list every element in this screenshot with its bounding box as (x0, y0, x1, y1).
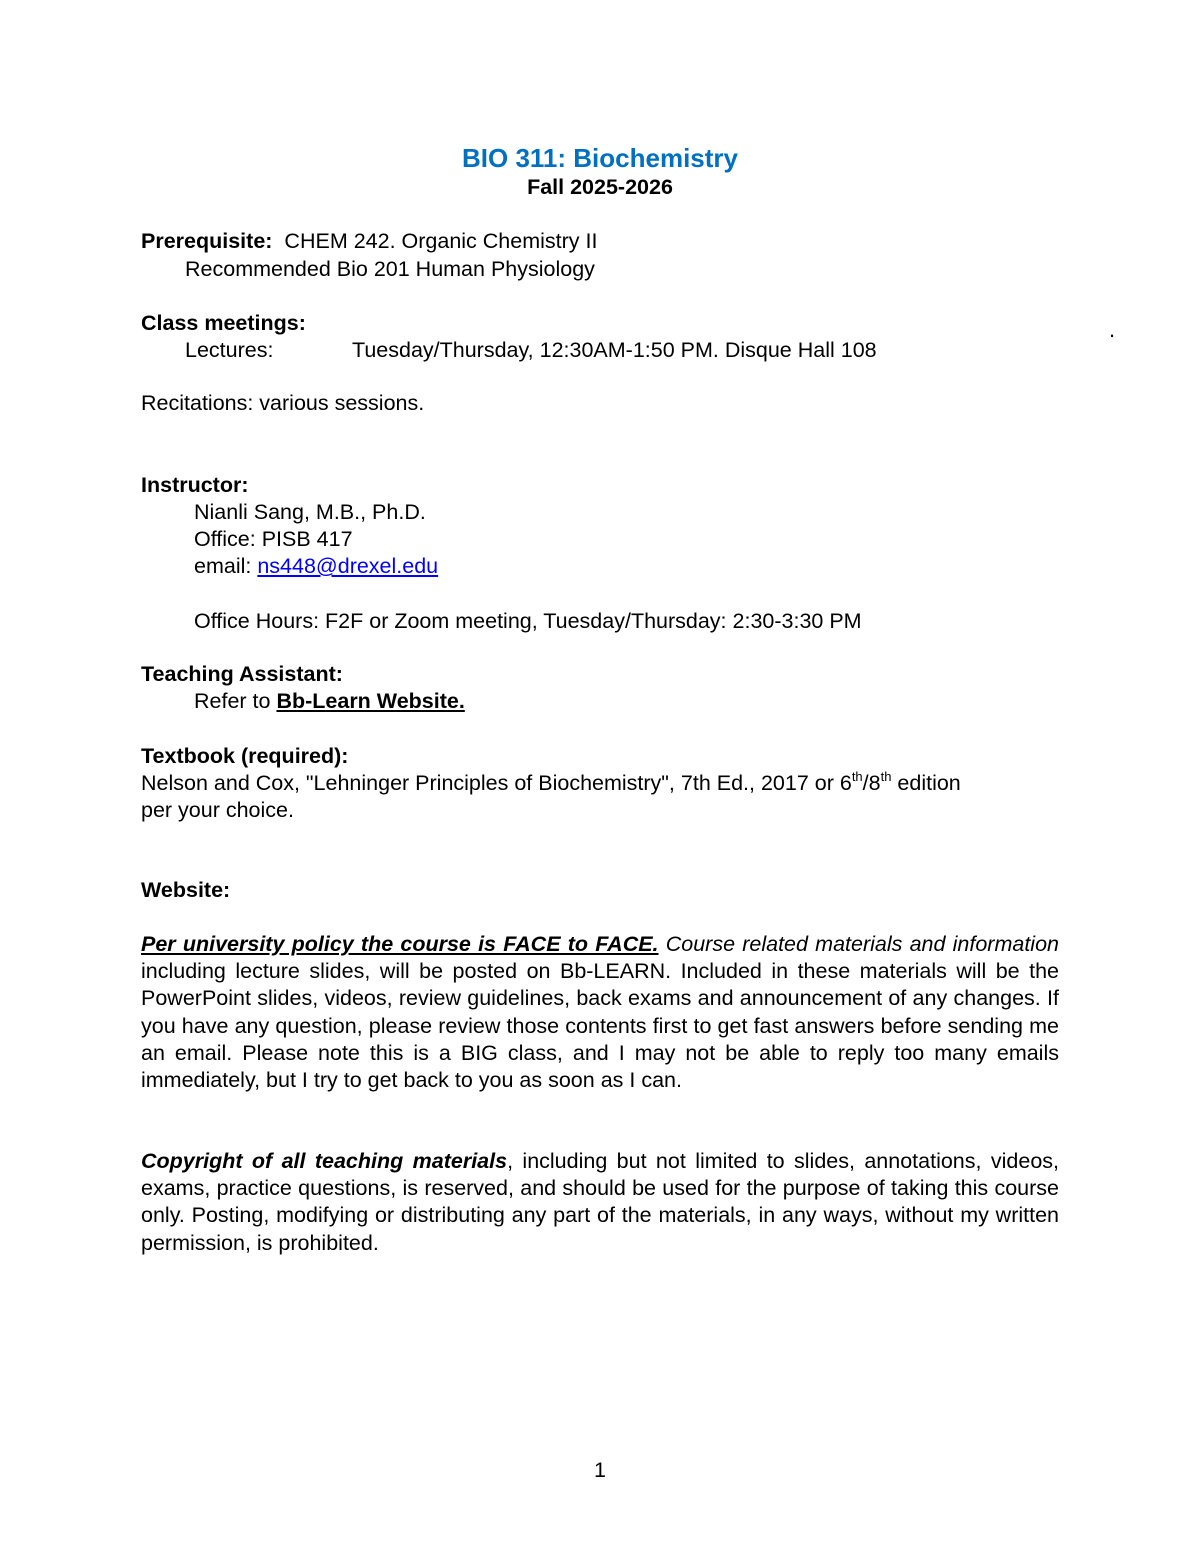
textbook-sup-th-2: th (880, 768, 892, 784)
recitations-text: Recitations: various sessions. (141, 391, 425, 415)
teaching-assistant-line (194, 687, 465, 715)
textbook-label: Textbook (required): (141, 744, 349, 768)
copyright-body: , including but not limited to slides, annotations, videos, exams, practice questions, is reserved, and should be used for the purpose of taking this course only. Posting, modifying or distributing any part of the materials, in any ways, without my written permission, is prohibited. (141, 1149, 1059, 1255)
bb-learn-link[interactable]: Bb-Learn Website. (276, 689, 465, 713)
textbook-line (141, 769, 961, 797)
lectures-label: Lectures: (185, 338, 274, 362)
textbook-sup-th-1: th (851, 768, 863, 784)
lectures-value: Tuesday/Thursday, 12:30AM-1:50 PM. Disque Hall 108 (352, 338, 877, 362)
course-term: Fall 2025-2026 (527, 175, 673, 199)
instructor-label: Instructor: (141, 473, 249, 497)
stray-dot: . (1109, 317, 1116, 342)
email-link[interactable]: ns448@drexel.edu (257, 554, 439, 578)
policy-lead: Per university policy the course is FACE to FACE. (141, 932, 659, 956)
teaching-assistant-label: Teaching Assistant: (141, 662, 343, 686)
email-label: email: (194, 554, 258, 578)
website-paragraph (141, 931, 1059, 1094)
instructor-office: Office: PISB 417 (194, 527, 353, 551)
copyright-lead: Copyright of all teaching materials (141, 1149, 508, 1173)
class-meetings-label: Class meetings: (141, 311, 306, 335)
instructor-name: Nianli Sang, M.B., Ph.D. (194, 500, 426, 524)
prerequisite-label: Prerequisite: (141, 229, 273, 253)
textbook-slash8: /8 (862, 771, 881, 795)
prerequisite-line (141, 227, 597, 255)
prerequisite-value: CHEM 242. Organic Chemistry II (284, 229, 598, 253)
website-italic-part: Course related materials and information (665, 932, 1059, 956)
refer-prefix: Refer to (194, 689, 277, 713)
instructor-email-line (194, 552, 438, 580)
website-body: including lecture slides, will be posted on Bb-LEARN. Included in these materials will be the PowerPoint slides, videos, review guidelines, back exams and announcement of any changes. If you have any question, please review those contents first to get fast answers before sending me an email. Please note this is a BIG class, and I may not be able to reply too many emails immediately, but I try to get back to you as soon as I can. (141, 959, 1059, 1093)
recommended-course: Recommended Bio 201 Human Physiology (185, 257, 595, 281)
office-hours: Office Hours: F2F or Zoom meeting, Tuesday/Thursday: 2:30-3:30 PM (194, 609, 862, 633)
website-label: Website: (141, 878, 231, 902)
page-number: 1 (594, 1458, 606, 1482)
copyright-paragraph (141, 1148, 1059, 1257)
textbook-main: Nelson and Cox, "Lehninger Principles of Biochemistry", 7th Ed., 2017 or 6 (141, 771, 852, 795)
textbook-line-2: per your choice. (141, 798, 294, 822)
course-title: BIO 311: Biochemistry (462, 143, 738, 173)
textbook-end: edition (891, 771, 961, 795)
